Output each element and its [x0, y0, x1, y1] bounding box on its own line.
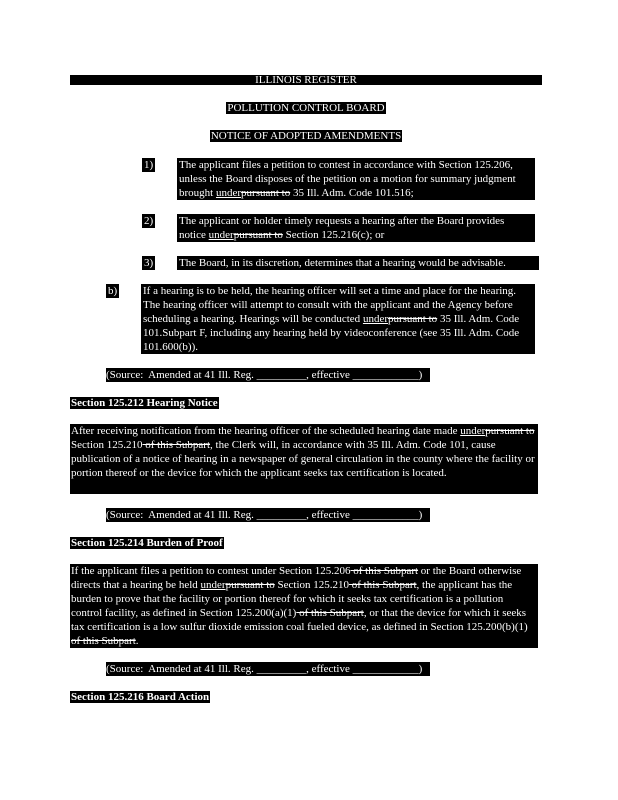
source-note-3: (Source: Amended at 41 Ill. Reg. _________, effective ____________) [106, 662, 430, 676]
section-212-heading: Section 125.212 Hearing Notice [71, 397, 218, 409]
item-2-label: 2) [144, 215, 154, 227]
item-2-text: The applicant or holder timely requests a hearing after the Board provides notice underpursuant to Section 125.216(c); or [177, 214, 535, 242]
board-title: POLLUTION CONTROL BOARD [227, 102, 385, 114]
item-b-text: If a hearing is to be held, the hearing officer will set a time and place for the hearing. The hearing officer will attempt to consult with the applicant and the Agency before scheduling a hearing. Hearings will be conducted underpursuant to 35 Ill. Adm. Code 101.Subpart F, including any hearing held by videoconference (see 35 Ill. Adm. Code 101.600(b)). [141, 284, 535, 354]
item-3-label: 3) [144, 257, 154, 269]
notice-title: NOTICE OF ADOPTED AMENDMENTS [210, 130, 402, 142]
item-3-text: The Board, in its discretion, determines that a hearing would be advisable. [177, 256, 539, 270]
section-214-body: If the applicant files a petition to contest under Section 125.206 of this Subpart or the Board otherwise directs that a hearing be held underpursuant to Section 125.210 of this Subpart, the applicant has the burden to prove that the facility or portion thereof for which it seeks tax certification is a pollution control facility, as defined in Section 125.200(a)(1) of this Subpart, or that the device for which it seeks tax certification is a low sulfur dioxide emission coal fueled device, as defined in Section 125.200(b)(1) of this Subpart. [70, 564, 538, 648]
section-216-heading: Section 125.216 Board Action [71, 691, 210, 703]
register-title: ILLINOIS REGISTER [255, 74, 357, 86]
source-note-1: (Source: Amended at 41 Ill. Reg. _________, effective ____________) [106, 368, 430, 382]
item-1-label: 1) [144, 159, 154, 171]
source-note-2: (Source: Amended at 41 Ill. Reg. _________, effective ____________) [106, 508, 430, 522]
section-214-heading: Section 125.214 Burden of Proof [71, 537, 223, 549]
item-1-text: The applicant files a petition to contest in accordance with Section 125.206, unless the Board disposes of the petition on a motion for summary judgment brought underpursuant to 35 Ill. Adm. Code 101.516; [177, 158, 535, 200]
section-212-body: After receiving notification from the hearing officer of the scheduled hearing date made underpursuant to Section 125.210 of this Subpart, the Clerk will, in accordance with 35 Ill. Adm. Code 101, cause publication of a notice of hearing in a newspaper of general circulation in the county where the facility or portion thereof or the device for which the applicant seeks tax certification is located. [70, 424, 538, 494]
item-b-label: b) [108, 285, 118, 297]
